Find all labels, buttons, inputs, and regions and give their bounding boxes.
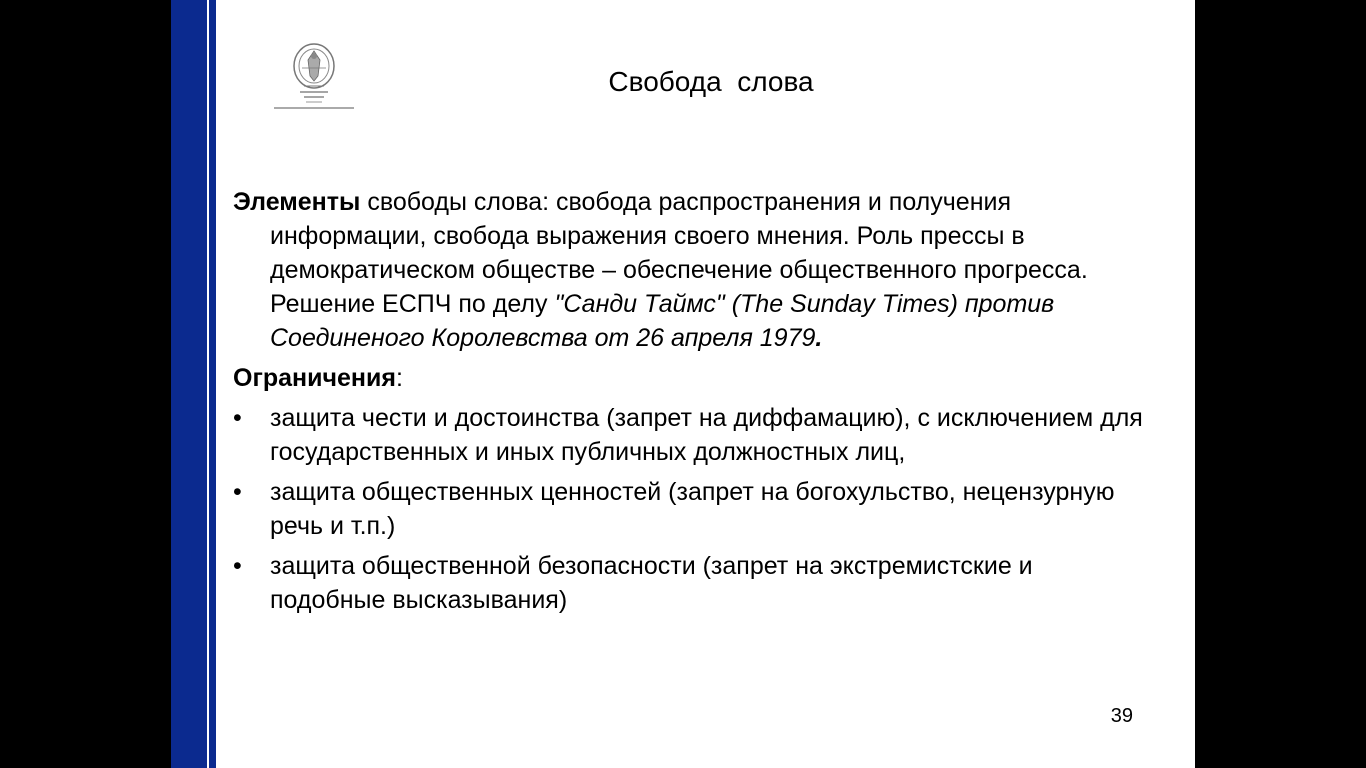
restrictions-heading (233, 361, 1153, 395)
elements-term: Элементы (233, 188, 361, 216)
citation-period: . (815, 324, 823, 352)
slide (171, 0, 1195, 768)
list-item-text: защита чести и достоинства (запрет на диффамацию), с исключением для государственных и иных публичных должностных лиц, (270, 404, 1143, 466)
restrictions-colon: : (395, 364, 403, 392)
slide-title: Свобода слова (608, 66, 814, 97)
elements-paragraph (233, 185, 1153, 355)
left-accent-stripe (209, 0, 216, 768)
slide-body (233, 185, 1153, 623)
list-item (233, 475, 1153, 543)
bullet-icon: • (233, 404, 242, 432)
bullet-icon: • (233, 552, 242, 580)
restrictions-term: Ограничения (233, 364, 396, 392)
restrictions-list (233, 401, 1153, 617)
list-item-text: защита общественных ценностей (запрет на богохульство, нецензурную речь и т.п.) (270, 478, 1115, 540)
page-number: 39 (1110, 705, 1133, 727)
elements-text: свободы слова: свобода распространения и получения информации, свобода выражения своего мнения. Роль прессы в демократическом обществе – обеспечение общественного прогресса. Решение ЕСПЧ по делу (270, 188, 1088, 318)
case-citation: "Санди Таймс" (The Sunday Times) против Соединеного Королевства от 26 апреля 1979 (270, 290, 1055, 352)
list-item-text: защита общественной безопасности (запрет на экстремистские и подобные высказывания) (270, 552, 1033, 614)
left-accent-band (171, 0, 207, 768)
bullet-icon: • (233, 478, 242, 506)
university-crest-icon (274, 42, 354, 110)
list-item (233, 401, 1153, 469)
list-item (233, 549, 1153, 617)
